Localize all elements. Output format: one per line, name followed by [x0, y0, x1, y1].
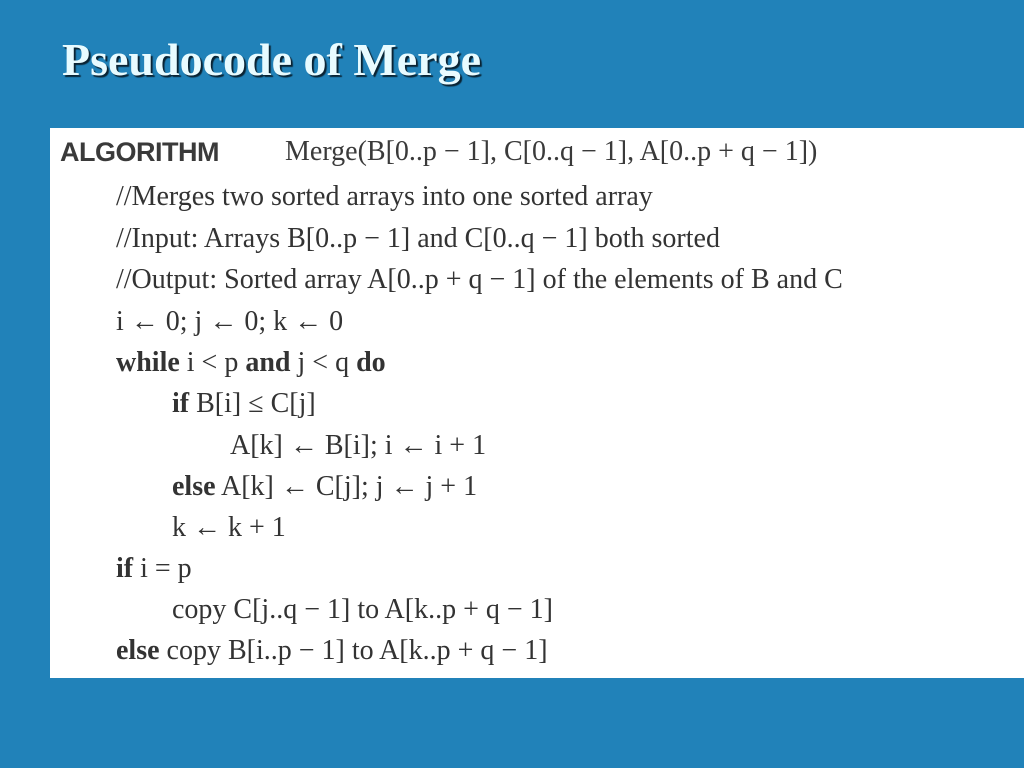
- while-keyword: while: [116, 347, 180, 378]
- if-keyword-2: if: [116, 553, 134, 584]
- if-keyword: if: [172, 388, 190, 419]
- comment-line-1: //Merges two sorted arrays into one sorted array: [116, 181, 653, 212]
- assign-from-b-line: A[k] ← B[i]; i ← i + 1: [230, 430, 487, 461]
- algorithm-header: [60, 132, 817, 172]
- else-line: [172, 470, 477, 504]
- algorithm-keyword: ALGORITHM: [60, 136, 219, 167]
- while-condition-2: j < q: [290, 347, 357, 378]
- algorithm-signature: Merge(B[0..p − 1], C[0..q − 1], A[0..p + q − 1]): [285, 136, 818, 167]
- comment-line-3: //Output: Sorted array A[0..p + q − 1] of the elements of B and C: [116, 264, 843, 295]
- algorithm-panel: [50, 128, 1024, 678]
- init-line: i ← 0; j ← 0; k ← 0: [116, 306, 344, 337]
- if-condition: B[i] ≤ C[j]: [189, 388, 316, 419]
- do-keyword: do: [356, 347, 386, 378]
- and-keyword: and: [245, 347, 291, 378]
- increment-k-line: k ← k + 1: [172, 512, 286, 543]
- while-condition-1: i < p: [179, 347, 246, 378]
- if-condition-2: i = p: [133, 553, 192, 584]
- slide-title: Pseudocode of Merge: [62, 34, 481, 85]
- if-line: [172, 387, 316, 421]
- if-i-equals-p-line: [116, 552, 192, 586]
- comment-line-2: //Input: Arrays B[0..p − 1] and C[0..q − 1] both sorted: [116, 223, 720, 254]
- assign-from-c: A[k] ← C[j]; j ← j + 1: [215, 471, 478, 502]
- else-copy-b-line: [116, 634, 548, 668]
- copy-c-line: copy C[j..q − 1] to A[k..p + q − 1]: [172, 594, 554, 625]
- while-line: [116, 346, 386, 380]
- else-keyword: else: [172, 471, 216, 502]
- else-keyword-2: else: [116, 635, 160, 666]
- copy-b: copy B[i..p − 1] to A[k..p + q − 1]: [159, 635, 548, 666]
